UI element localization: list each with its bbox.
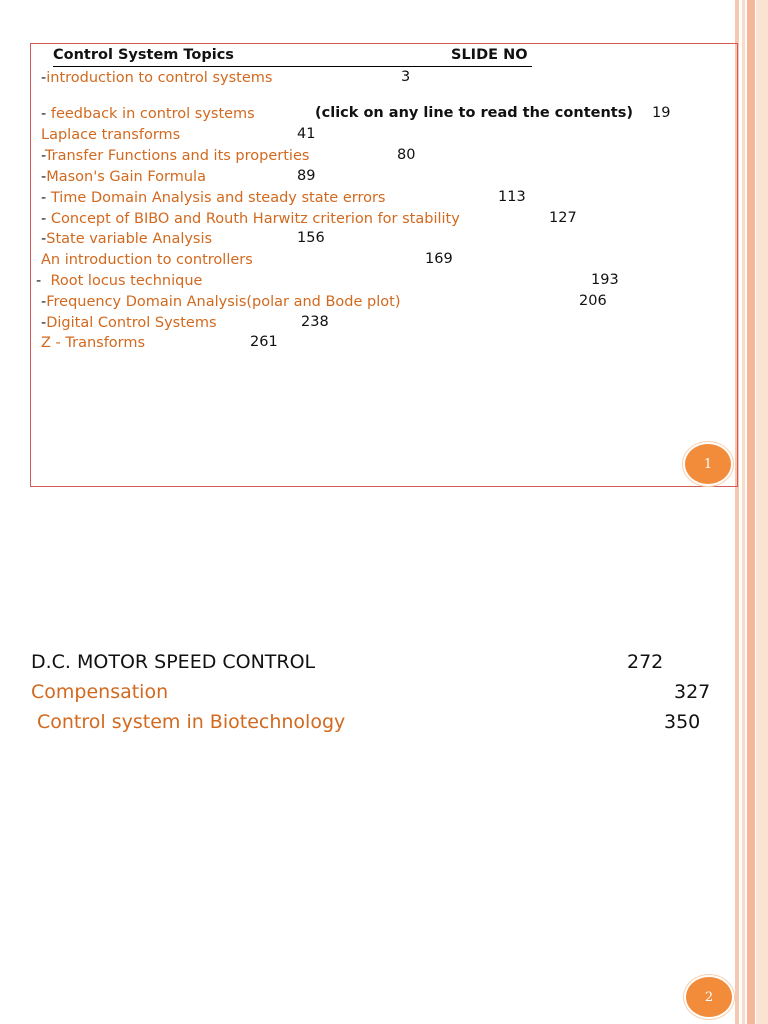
toc-link-label: Root locus technique	[50, 273, 203, 289]
toc-header	[53, 47, 532, 67]
toc-link-label: Laplace transforms	[41, 127, 181, 143]
toc-link-biotechnology[interactable]: Control system in Biotechnology	[37, 711, 346, 733]
toc-link-bibo-routh[interactable]: - Concept of BIBO and Routh Harwitz criterion for stability	[41, 211, 460, 227]
toc-page-number: 80	[397, 147, 416, 163]
toc-link-label: Frequency Domain Analysis(polar and Bode plot)	[46, 294, 401, 310]
toc-page-number: 19	[652, 105, 671, 121]
toc-link-label: Digital Control Systems	[46, 315, 217, 331]
toc-item-dc-motor[interactable]: D.C. MOTOR SPEED CONTROL	[31, 651, 316, 673]
toc-page-number: 156	[297, 230, 325, 246]
toc-page-number: 350	[664, 711, 701, 733]
toc-page-number: 238	[301, 314, 329, 330]
toc-link-label: Z - Transforms	[41, 335, 146, 351]
toc-link-label: State variable Analysis	[46, 231, 213, 247]
toc-link-label: Mason's Gain Formula	[46, 169, 206, 185]
slide-1-contents	[30, 43, 738, 487]
page-number-badge: 1	[685, 444, 731, 484]
toc-page-number: 206	[579, 293, 607, 309]
toc-link-root-locus[interactable]: - Root locus technique	[36, 273, 203, 289]
topics-heading: Control System Topics	[53, 47, 234, 63]
toc-link-label: feedback in control systems	[50, 106, 255, 122]
toc-page-number: 3	[401, 69, 411, 85]
toc-link-laplace[interactable]	[41, 126, 180, 144]
toc-link-feedback[interactable]: - feedback in control systems	[41, 106, 255, 122]
page-number-badge: 2	[686, 977, 732, 1017]
slide-no-heading: SLIDE NO	[451, 47, 528, 63]
toc-link-z-transforms[interactable]	[41, 334, 145, 352]
toc-link-controllers[interactable]	[41, 251, 253, 269]
toc-link-transfer-functions[interactable]: -Transfer Functions and its properties	[41, 148, 310, 164]
toc-link-label: Transfer Functions and its properties	[44, 148, 310, 164]
toc-link-intro[interactable]: -introduction to control systems	[41, 70, 273, 86]
toc-link-state-variable[interactable]: -State variable Analysis	[41, 231, 213, 247]
toc-link-label: introduction to control systems	[46, 70, 273, 86]
toc-page-number: 327	[674, 681, 711, 703]
toc-link-label: An introduction to controllers	[41, 252, 253, 268]
toc-link-label: Time Domain Analysis and steady state errors	[50, 190, 386, 206]
toc-link-label: Concept of BIBO and Routh Harwitz criterion for stability	[50, 211, 460, 227]
decor-stripe	[756, 0, 768, 1024]
toc-page-number: 113	[498, 189, 526, 205]
toc-link-time-domain[interactable]: - Time Domain Analysis and steady state errors	[41, 190, 386, 206]
toc-link-digital-control[interactable]: -Digital Control Systems	[41, 315, 217, 331]
toc-link-compensation[interactable]: Compensation	[31, 681, 169, 703]
toc-page-number: 41	[297, 126, 316, 142]
click-hint: (click on any line to read the contents)	[315, 105, 633, 121]
toc-page-number: 261	[250, 334, 278, 350]
toc-link-masons-gain[interactable]: -Mason's Gain Formula	[41, 169, 206, 185]
toc-page-number: 272	[627, 651, 664, 673]
toc-page-number: 89	[297, 168, 316, 184]
toc-page-number: 169	[425, 251, 453, 267]
toc-link-frequency-domain[interactable]: -Frequency Domain Analysis(polar and Bode plot)	[41, 294, 401, 310]
decor-stripe	[747, 0, 755, 1024]
toc-page-number: 193	[591, 272, 619, 288]
decor-stripe	[742, 0, 745, 1024]
toc-page-number: 127	[549, 210, 577, 226]
